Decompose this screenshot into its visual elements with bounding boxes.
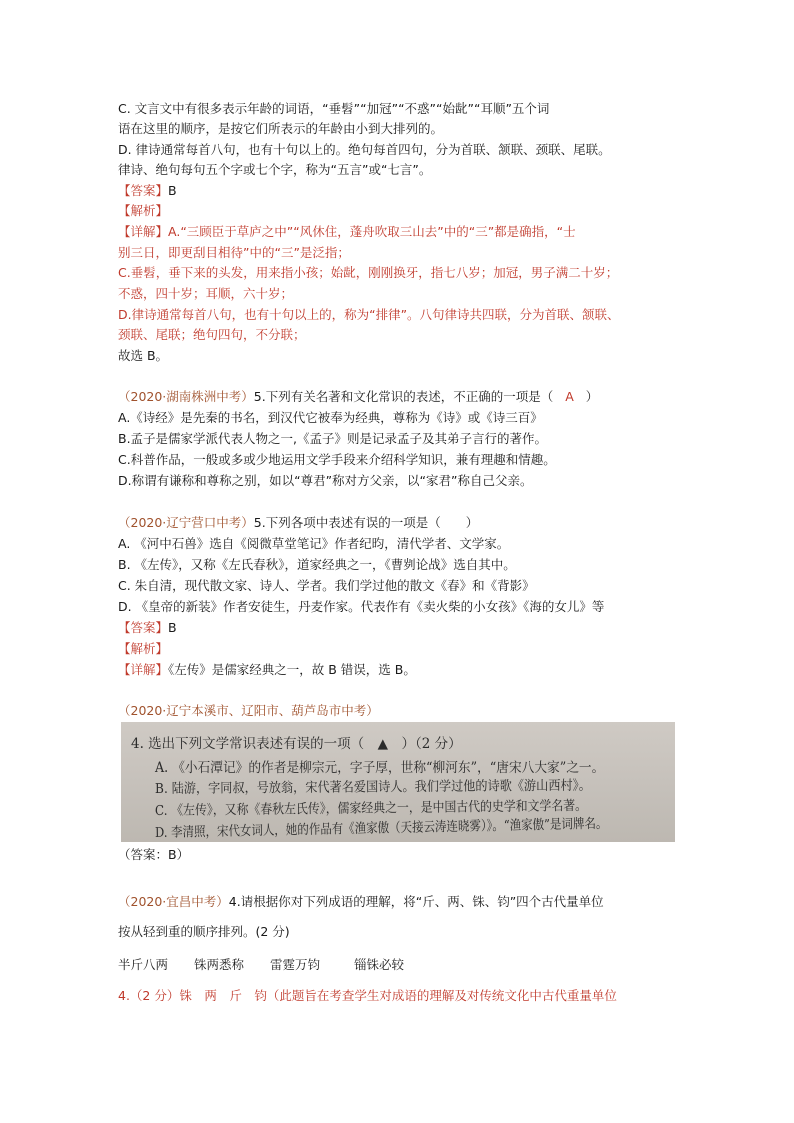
q3-stem-line [118,514,478,532]
q2-stem: 5.下列有关名著和文化常识的表述，不正确的一项是（ [253,389,554,404]
answer-tag: 【答案】 [118,183,169,198]
q5-source: （2020·宜昌中考） [118,894,229,909]
idiom-2: 铢两悉称 [194,957,245,972]
q2-stem-line [118,388,598,406]
idiom-1: 半斤八两 [118,957,169,972]
idiom-4: 锱铢必较 [354,957,405,972]
option-c-line-2: 语在这里的顺序，是按它们所表示的年龄由小到大排列的。 [118,121,444,136]
option-c-line-1: C. 文言文中有很多表示年龄的词语，“垂髫”“加冠”“不惑”“始龀”“耳顺”五个词 [118,101,550,116]
detail-text-1: A.“三顾臣于草庐之中”“风休住，蓬舟吹取三山去”中的“三”都是确指，“士 [168,224,576,239]
photo-option-a: A. 《小石潭记》的作者是柳宗元，字子厚，世称“柳河东”，“唐宋八大家”之一。 [155,760,605,776]
q5-idioms [118,956,404,974]
photo-option-d: D. 李清照，宋代女词人，她的作品有《渔家傲（天接云涛连晓雾）》。“渔家傲”是词牌名。 [154,815,608,841]
photo-stem: 4. 选出下列文学常识表述有误的一项（ ▲ ）（2 分） [131,736,462,752]
q3-answer-tag: 【答案】 [118,620,169,635]
q4-source: （2020·辽宁本溪市、辽阳市、葫芦岛市中考） [118,703,379,718]
q5-answer-line: 4.（2 分）铢 两 斤 钧（此题旨在考查学生对成语的理解及对传统文化中古代重量单位 [118,988,617,1003]
option-d-line-2: 律诗、绝句每句五个字或七个字，称为“五言”或“七言”。 [118,162,432,177]
q3-detail-tag: 【详解】 [118,662,169,677]
conclusion: 故选 B。 [118,348,169,363]
q2-option-a: A.《诗经》是先秦的书名，到汉代它被奉为经典，尊称为《诗》或《诗三百》 [118,410,543,425]
q3-option-d: D. 《皇帝的新装》作者安徒生，丹麦作家。代表作有《卖火柴的小女孩》《海的女儿》等 [118,599,605,614]
q5-stem-line-2: 按从轻到重的顺序排列。(2 分) [118,924,290,939]
q3-detail-line [118,661,416,679]
q2-source: （2020·湖南株洲中考） [118,389,254,404]
q3-analysis-tag: 【解析】 [118,641,169,656]
detail-line-1 [118,223,576,241]
q3-answer-line [118,619,177,637]
q3-stem: 5.下列各项中表述有误的一项是（ ） [253,515,479,530]
photo-option-b: B. 陆游，字同叔，号放翁，宋代著名爱国诗人。我们学过他的诗歌《游山西村》。 [154,777,591,797]
option-d-line-1: D. 律诗通常每首八句，也有十句以上的。绝句每首四句，分为首联、颔联、颈联、尾联。 [118,142,611,157]
question-photo [121,722,675,842]
q5-stem-1: 4.请根据你对下列成语的理解，将“斤、两、铢、钧”四个古代量单位 [228,894,604,909]
detail-line-2: 别三日，即更刮目相待”中的“三”是泛指； [118,245,350,260]
q2-option-b: B.孟子是儒家学派代表人物之一,《孟子》则是记录孟子及其弟子言行的著作。 [118,431,548,446]
q3-option-b: B. 《左传》，又称《左氏春秋》，道家经典之一，《曹刿论战》选自其中。 [118,557,516,572]
q2-close: ） [585,389,599,404]
q3-option-a: A. 《河中石兽》选自《阅微草堂笔记》作者纪昀，清代学者、文学家。 [118,536,510,551]
detail-line-6: 颈联、尾联；绝句四句，不分联； [118,327,306,342]
idiom-3: 雷霆万钧 [270,957,321,972]
detail-line-4: 不惑，四十岁；耳顺，六十岁； [118,286,294,301]
q3-source: （2020·辽宁营口中考） [118,515,254,530]
q2-option-d: D.称谓有谦称和尊称之别，如以“尊君”称对方父亲，以“家君”称自己父亲。 [118,473,533,488]
q3-detail-text: 《左传》是儒家经典之一，故 B 错误，选 B。 [168,662,416,677]
detail-tag: 【详解】 [118,224,169,239]
detail-line-3: C.垂髫，垂下来的头发，用来指小孩；始龀，刚刚换牙，指七八岁；加冠，男子满二十岁； [118,265,619,280]
detail-line-5: D.律诗通常每首八句，也有十句以上的，称为“排律”。八句律诗共四联，分为首联、颔联、 [118,307,620,322]
answer-line [118,182,177,200]
q5-stem-line-1 [118,893,604,911]
photo-option-c: C. 《左传》，又称《春秋左氏传》，儒家经典之一，是中国古代的史学和文学名著。 [154,797,588,819]
q2-answer: A [565,389,574,404]
q2-option-c: C.科普作品，一般或多或少地运用文学手段来介绍科学知识，兼有理趣和情趣。 [118,452,556,467]
q4-answer: （答案：B） [118,847,190,862]
answer-value: B [168,183,177,198]
q3-option-c: C. 朱自清，现代散文家、诗人、学者。我们学过他的散文《春》和《背影》 [118,578,535,593]
analysis-tag: 【解析】 [118,203,169,218]
q3-answer-value: B [168,620,177,635]
